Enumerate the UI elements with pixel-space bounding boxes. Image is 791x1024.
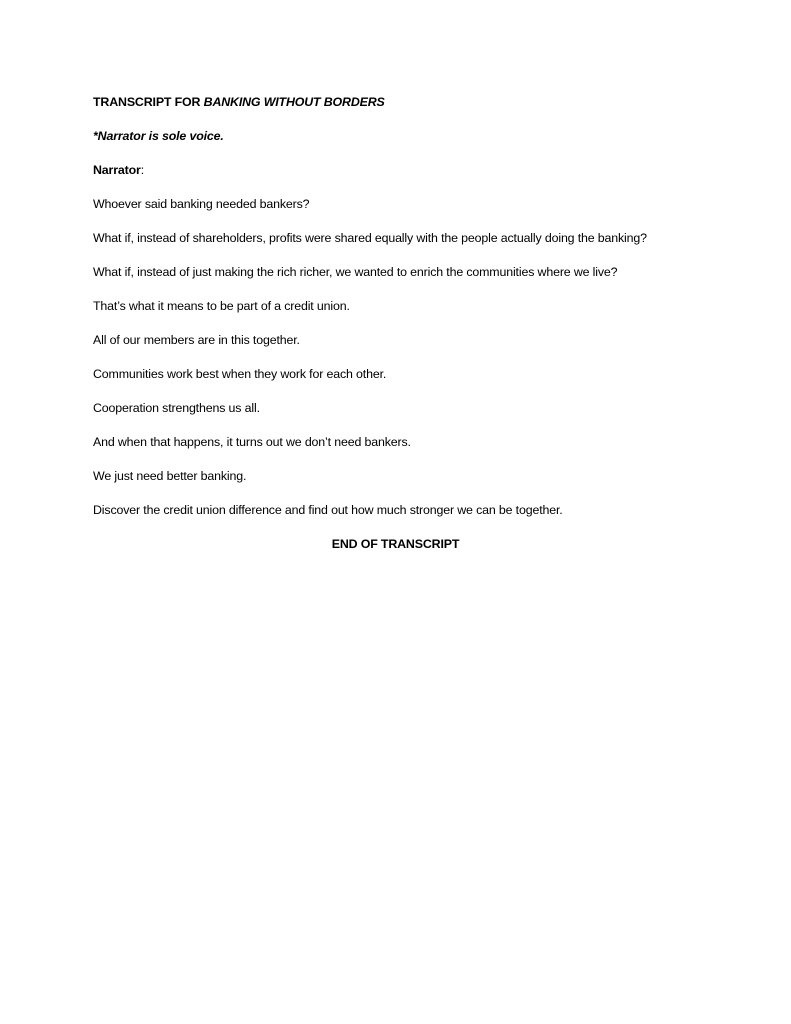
speaker-suffix: :: [140, 163, 144, 177]
transcript-line: We just need better banking.: [93, 469, 247, 483]
title-italic: BANKING WITHOUT BORDERS: [203, 95, 385, 109]
transcript-line: All of our members are in this together.: [93, 333, 300, 347]
title-prefix: TRANSCRIPT FOR: [93, 95, 204, 109]
transcript-line: That’s what it means to be part of a credit union.: [93, 299, 350, 313]
transcript-line: Discover the credit union difference and find out how much stronger we can be together.: [93, 503, 563, 517]
transcript-line: Cooperation strengthens us all.: [93, 401, 260, 415]
document-title: [93, 94, 693, 111]
transcript-line: Communities work best when they work for each other.: [93, 367, 387, 381]
transcript-body: [93, 94, 693, 570]
transcript-line: What if, instead of just making the rich richer, we wanted to enrich the communities where we live?: [93, 265, 618, 279]
transcript-line: And when that happens, it turns out we don’t need bankers.: [93, 435, 411, 449]
transcript-line: What if, instead of shareholders, profits were shared equally with the people actually doing the banking?: [93, 231, 647, 245]
transcript-line: Whoever said banking needed bankers?: [93, 197, 310, 211]
speaker-name: Narrator: [93, 163, 141, 177]
end-of-transcript: END OF TRANSCRIPT: [331, 537, 460, 551]
speaker-label: [93, 162, 693, 179]
narrator-note: *Narrator is sole voice.: [93, 129, 224, 143]
